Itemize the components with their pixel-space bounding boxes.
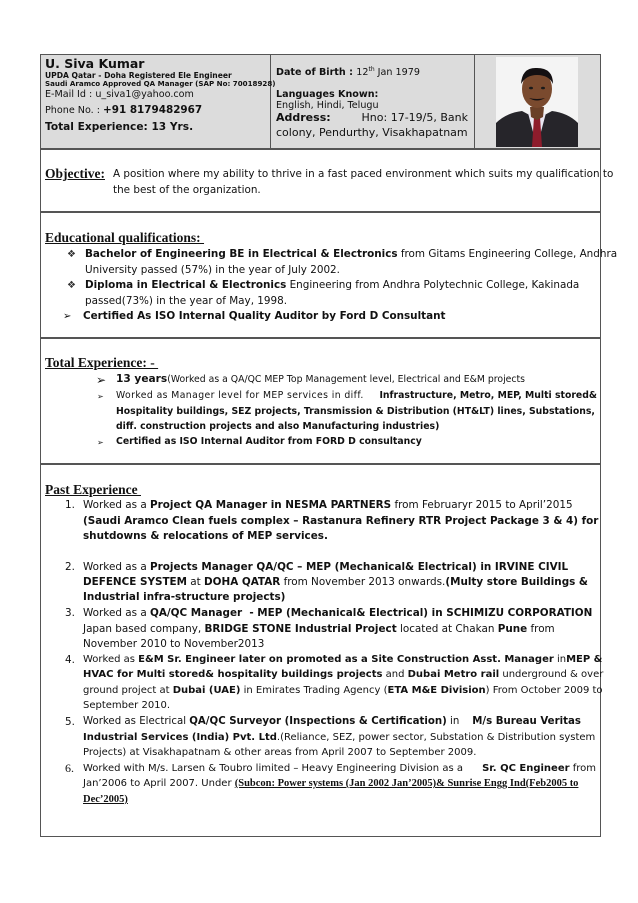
past-3-l2a: Japan based company,	[83, 623, 205, 635]
past-number-2: 2.	[65, 561, 75, 573]
education-desc-2: Engineering from Andhra Polytechnic College, Kakinada	[286, 279, 580, 291]
past-2-l2b: DEFENCE SYSTEM	[83, 576, 187, 588]
past-item-1-line2: (Saudi Aramco Clean fuels complex – Rastanura Refinery RTR Project Package 3 & 4) for	[83, 515, 599, 527]
languages-value: English, Hindi, Telugu	[276, 100, 379, 111]
arrow-bullet-icon: ➢	[97, 438, 104, 447]
past-1-c: from Februaryr 2015 to April’2015	[391, 499, 573, 511]
past-2-a: Worked as a	[83, 561, 150, 573]
phone-row	[45, 104, 202, 116]
past-3-l2e: from	[527, 623, 555, 635]
objective-line1: A position where my ability to thrive in a fast paced environment which suits my qualification to	[113, 168, 614, 180]
past-number-6: 6.	[65, 761, 74, 775]
past-item-5-line1	[83, 716, 581, 727]
past-2-l2c: at	[186, 576, 205, 588]
dob-suffix: th	[368, 66, 375, 73]
arrow-bullet-icon: ➢	[63, 311, 72, 322]
education-item-2	[85, 278, 579, 294]
total-experience: Total Experience: 13 Yrs.	[45, 121, 194, 133]
past-item-6-line3: Dec’2005)	[83, 794, 128, 805]
past-item-1-line3: shutdowns & relocations of MEP services.	[83, 530, 328, 542]
past-item-2-line2	[83, 576, 588, 588]
education-item-1	[85, 247, 617, 263]
past-6-a: Worked with M/s. Larsen & Toubro limited – Heavy Engineering Division as a	[83, 763, 463, 774]
past-item-2-line1	[83, 561, 568, 573]
experience-years: 13 years	[116, 373, 168, 385]
past-4-l3c: in Emirates Trading Agency (	[240, 685, 388, 696]
address-line1: Hno: 17-19/5, Bank	[361, 111, 468, 124]
past-4-l3e: ) From October 2009 to	[485, 685, 603, 696]
profile-photo-image	[496, 57, 578, 147]
dob-label: Date of Birth :	[276, 67, 357, 79]
past-experience-title: Past Experience	[45, 482, 141, 497]
past-4-l3b: Dubai (UAE)	[172, 685, 241, 696]
past-4-l2a: HVAC for Multi stored& hospitality buildings projects	[83, 669, 383, 680]
past-4-c: in	[553, 654, 567, 665]
education-desc-1: from Gitams Engineering College, Andhra	[397, 248, 618, 260]
past-4-l2b: and	[382, 669, 408, 680]
past-number-4: 4.	[65, 654, 75, 666]
past-4-l2d: underground & over	[499, 669, 604, 680]
experience-item-2-bold: Infrastructure, Metro, MEP, Multi stored&	[379, 390, 597, 401]
past-3-a: Worked as a	[83, 607, 150, 619]
header-line2: Saudi Aramco Approved QA Manager (SAP No: 70018928)	[45, 79, 276, 88]
past-4-a: Worked as	[83, 654, 139, 665]
arrow-bullet-icon: ➢	[96, 373, 107, 387]
header-line1: UPDA Qatar - Doha Registered Ele Engineer	[45, 71, 232, 80]
past-item-5-line3: Projects) at Visakhapatnam & other areas from April 2007 to September 2009.	[83, 747, 477, 758]
phone-label: Phone No. :	[45, 105, 104, 116]
past-2-l2f: (Multy store Buildings &	[445, 576, 588, 588]
past-3-l2c: located at Chakan	[396, 623, 498, 635]
past-2-l2e: from November 2013 onwards.	[280, 576, 446, 588]
past-2-l2d: DOHA QATAR	[204, 576, 281, 588]
past-6-l2b: (Subcon: Power systems (Jan 2002 Jan’2005)& Sunrise Engg Ind(Feb2005 to	[234, 778, 579, 789]
past-item-5-line2	[83, 732, 595, 743]
languages-label: Languages Known:	[276, 89, 379, 100]
diamond-bullet-icon: ❖	[67, 280, 76, 291]
past-3-b: QA/QC Manager - MEP (Mechanical& Electrical) in SCHIMIZU CORPORATION	[150, 607, 593, 619]
email-label: E-Mail Id :	[45, 89, 96, 100]
past-number-5: 5.	[65, 716, 75, 728]
candidate-name: U. Siva Kumar	[45, 56, 145, 71]
experience-item-2-line2: Hospitality buildings, SEZ projects, Transmission & Distribution (HT&LT) lines, Substations,	[116, 406, 595, 417]
education-item-2-line2: passed(73%) in the year of May, 1998.	[85, 295, 288, 307]
past-item-1-line1	[83, 499, 573, 511]
past-5-c: in	[446, 716, 473, 727]
past-4-b: E&M Sr. Engineer later on promoted as a Site Construction Asst. Manager	[138, 654, 554, 665]
past-5-d: M/s Bureau Veritas	[472, 716, 581, 727]
past-3-l2b: BRIDGE STONE Industrial Project	[204, 623, 397, 635]
past-item-4-line4: September 2010.	[83, 700, 171, 711]
past-item-4-line1	[83, 654, 603, 665]
address-line2: colony, Pendurthy, Visakhapatnam	[276, 126, 468, 139]
past-item-2-line3: Industrial infra-structure projects)	[83, 591, 286, 603]
past-4-l3a: ground project at	[83, 685, 173, 696]
dob-row	[276, 66, 420, 78]
dob-rest: Jan 1979	[374, 67, 420, 79]
experience-item-2	[116, 390, 597, 401]
dob-day: 12	[356, 67, 369, 79]
past-4-l3d: ETA M&E Division	[387, 685, 486, 696]
phone-value: +91 8179482967	[103, 104, 203, 116]
education-degree-1: Bachelor of Engineering BE in Electrical & Electronics	[85, 248, 398, 260]
past-5-b: QA/QC Surveyor (Inspections & Certification)	[189, 716, 447, 727]
email-value[interactable]: u_siva1@yahoo.com	[95, 89, 194, 100]
past-2-b: Projects Manager QA/QC – MEP (Mechanical& Electrical) in IRVINE CIVIL	[150, 561, 569, 573]
objective-line2: the best of the organization.	[113, 184, 261, 196]
past-item-3-line2	[83, 623, 555, 635]
past-item-6-line2	[83, 778, 578, 789]
past-number-1: 1.	[65, 499, 75, 511]
past-5-l2b: .(Reliance, SEZ, power sector, Substation & Distribution system	[276, 732, 596, 743]
experience-years-desc: (Worked as a QA/QC MEP Top Management level, Electrical and E&M projects	[167, 374, 525, 385]
experience-item-3: Certified as ISO Internal Auditor from FORD D consultancy	[116, 436, 422, 447]
past-3-l2d: Pune	[497, 623, 528, 635]
past-5-a: Worked as Electrical	[83, 716, 190, 727]
address-label: Address:	[276, 111, 331, 124]
past-4-d: MEP &	[566, 654, 603, 665]
email-row	[45, 89, 194, 100]
education-title: Educational qualifications:	[45, 230, 205, 245]
past-5-l2a: Industrial Services (India) Pvt. Ltd	[83, 732, 277, 743]
past-item-4-line3	[83, 685, 603, 696]
past-1-b: Project QA Manager in NESMA PARTNERS	[150, 499, 392, 511]
experience-title: Total Experience: -	[45, 355, 159, 370]
profile-photo	[496, 57, 578, 147]
past-number-3: 3.	[65, 607, 75, 619]
education-item-3: Certified As ISO Internal Quality Auditor by Ford D Consultant	[83, 310, 446, 322]
experience-item-2-plain: Worked as Manager level for MEP services in diff.	[116, 390, 364, 401]
past-6-l2a: Jan’2006 to April 2007. Under	[83, 778, 235, 789]
past-1-a: Worked as a	[83, 499, 150, 511]
experience-item-2-line3: diff. construction projects and also Manufacturing industries)	[116, 421, 440, 432]
past-6-b: Sr. QC Engineer	[482, 763, 570, 774]
past-6-c: from	[569, 763, 596, 774]
experience-item-1	[116, 373, 525, 385]
past-item-6-line1	[83, 763, 596, 774]
past-4-l2c: Dubai Metro rail	[407, 669, 500, 680]
education-item-1-line2: University passed (57%) in the year of July 2002.	[85, 264, 340, 276]
education-degree-2: Diploma in Electrical & Electronics	[85, 279, 287, 291]
address-row	[276, 111, 468, 124]
past-item-3-line1	[83, 607, 592, 619]
past-item-3-line3: November 2010 to November2013	[83, 638, 265, 650]
past-item-4-line2	[83, 669, 603, 680]
objective-label: Objective:	[45, 166, 105, 181]
arrow-bullet-icon: ➢	[97, 392, 104, 401]
diamond-bullet-icon: ❖	[67, 249, 76, 260]
